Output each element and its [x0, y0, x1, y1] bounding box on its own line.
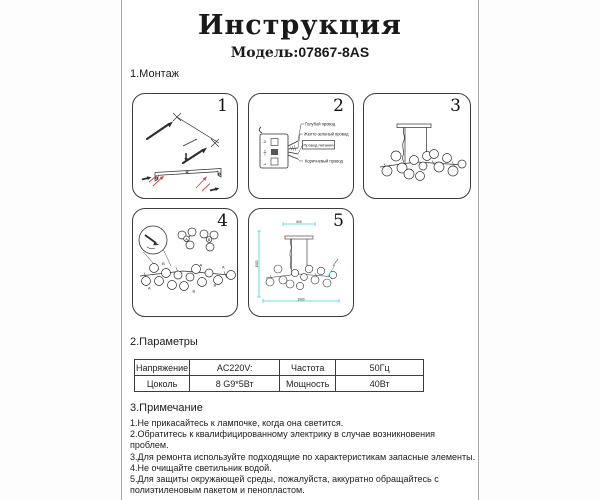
note-item: 2.Обратитесь к квалифицированному электрику в случае возникновения проблем.	[130, 429, 436, 451]
red-dimension-tick	[333, 259, 338, 266]
step-number: 2	[333, 96, 344, 116]
dimension-lines	[257, 222, 339, 303]
model-value: 07867-8AS	[298, 44, 370, 60]
yellow-green-wire-label: Желто-зеленый провод	[304, 131, 349, 137]
step-number: 1	[217, 96, 228, 116]
table-row	[135, 376, 424, 392]
dimension-width: 1000	[297, 297, 305, 302]
montage-step-4-panel	[132, 208, 238, 317]
terminal-n-label: N	[263, 140, 267, 143]
param-power-label: Мощность	[280, 376, 336, 392]
section-heading-montage: 1.Монтаж	[130, 68, 180, 80]
page-title: Инструкция	[197, 10, 403, 41]
part-b-label: B	[207, 238, 211, 242]
mounting-bracket	[155, 169, 221, 182]
section-heading-notes: 3.Примечание	[130, 402, 203, 414]
model-line	[122, 44, 478, 61]
power-wire-label: Провод питания	[303, 142, 334, 148]
note-item: 5.Для защиты окружающей среды, пожалуйста, аккуратно обращайтесь с полиэтиленовым пакетом и пенопластом.	[130, 474, 439, 496]
screw-icons	[147, 122, 207, 164]
notes-list	[130, 418, 476, 496]
dimension-height: 1500	[255, 260, 259, 268]
ceiling-lines	[173, 113, 219, 147]
dimension-top: 600	[296, 220, 302, 224]
svg-text:A: A	[148, 285, 151, 291]
dimension-values	[255, 220, 305, 301]
param-socket-value: 8 G9*5Вт	[190, 376, 280, 392]
blue-wire-label: Голубой провод	[305, 121, 336, 127]
note-item: 1.Не прикасайтесь к лампочке, когда она светится.	[130, 418, 344, 428]
lamp-globes	[266, 265, 337, 290]
param-voltage-label: Напряжение	[135, 360, 190, 376]
note-item: 4.Не очищайте светильник водой.	[130, 462, 272, 473]
svg-text:B: B	[162, 261, 165, 266]
brown-wire-label: Коричневый провод	[305, 158, 343, 164]
param-voltage-value: AC220V:	[190, 360, 280, 376]
param-frequency-label: Частота	[280, 360, 336, 376]
model-label: Модель:	[230, 45, 299, 61]
montage-step-3-panel	[363, 93, 471, 199]
svg-text:A: A	[222, 264, 225, 270]
param-frequency-value: 50Гц	[336, 360, 424, 376]
svg-text:B: B	[192, 288, 196, 294]
step-number: 4	[217, 211, 228, 231]
step-number: 5	[333, 211, 344, 231]
montage-step-1-panel	[132, 93, 238, 199]
wires	[288, 141, 298, 159]
svg-text:B: B	[213, 282, 217, 288]
montage-step-5-panel	[248, 208, 354, 317]
terminal-l-label: L	[263, 163, 267, 165]
param-power-value: 40Вт	[336, 376, 424, 392]
param-socket-label: Цоколь	[135, 376, 190, 392]
step-number: 3	[450, 96, 461, 116]
suspension	[266, 236, 336, 280]
terminal-block	[259, 127, 288, 168]
montage-step-2-panel	[248, 93, 354, 199]
svg-text:A: A	[199, 262, 203, 268]
table-row	[135, 360, 424, 376]
part-a-label: A	[185, 237, 188, 242]
parameters-table	[134, 359, 424, 392]
section-heading-params: 2.Параметры	[130, 336, 198, 348]
note-item: 3.Для ремонта используйте подходящие по характеристикам запасные элементы.	[130, 451, 476, 462]
